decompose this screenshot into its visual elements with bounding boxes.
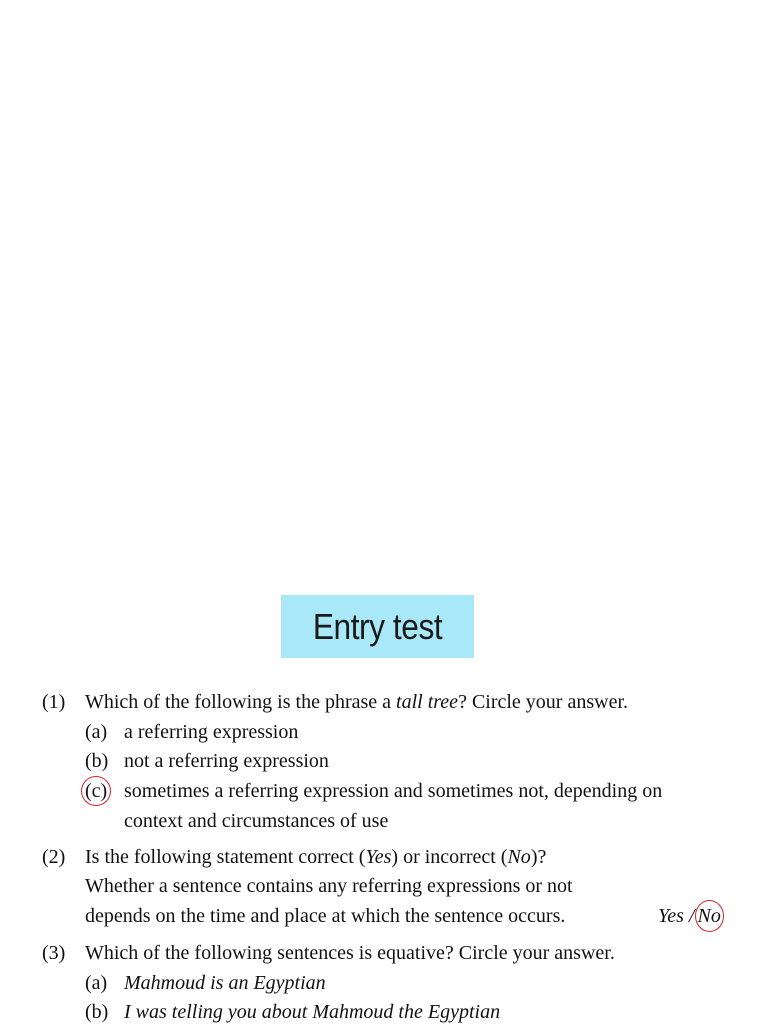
answer-circle: (c) [81, 776, 111, 806]
question-number: (2) [42, 846, 66, 868]
answer-no-circled: No [695, 900, 724, 932]
option-label: (a) [85, 972, 108, 994]
question-text: Which of the following sentences is equative? Circle your answer. [85, 942, 615, 964]
option-text-continued: context and circumstances of use [124, 810, 389, 832]
option-text: I was telling you about Mahmoud the Egyptian [124, 1001, 501, 1023]
option-label: (b) [85, 1001, 109, 1023]
answer-yes: Yes / [658, 905, 695, 927]
page-title: Entry test [312, 605, 443, 647]
question-number: (1) [42, 691, 66, 713]
title-banner [281, 595, 474, 658]
option-text: sometimes a referring expression and sometimes not, depending on [124, 780, 663, 802]
option-label: (b) [85, 750, 109, 772]
statement-text: depends on the time and place at which the sentence occurs. [85, 905, 566, 927]
option-label: (a) [85, 721, 108, 743]
question-number: (3) [42, 942, 66, 964]
question-text: Is the following statement correct (Yes) or incorrect (No)? [85, 846, 547, 868]
yes-no-answer [658, 904, 724, 932]
option-text: a referring expression [124, 721, 299, 743]
statement-text: Whether a sentence contains any referring expressions or not [85, 875, 573, 897]
question-text: Which of the following is the phrase a tall tree? Circle your answer. [85, 691, 629, 713]
option-text: Mahmoud is an Egyptian [124, 972, 326, 994]
option-text: not a referring expression [124, 750, 329, 772]
